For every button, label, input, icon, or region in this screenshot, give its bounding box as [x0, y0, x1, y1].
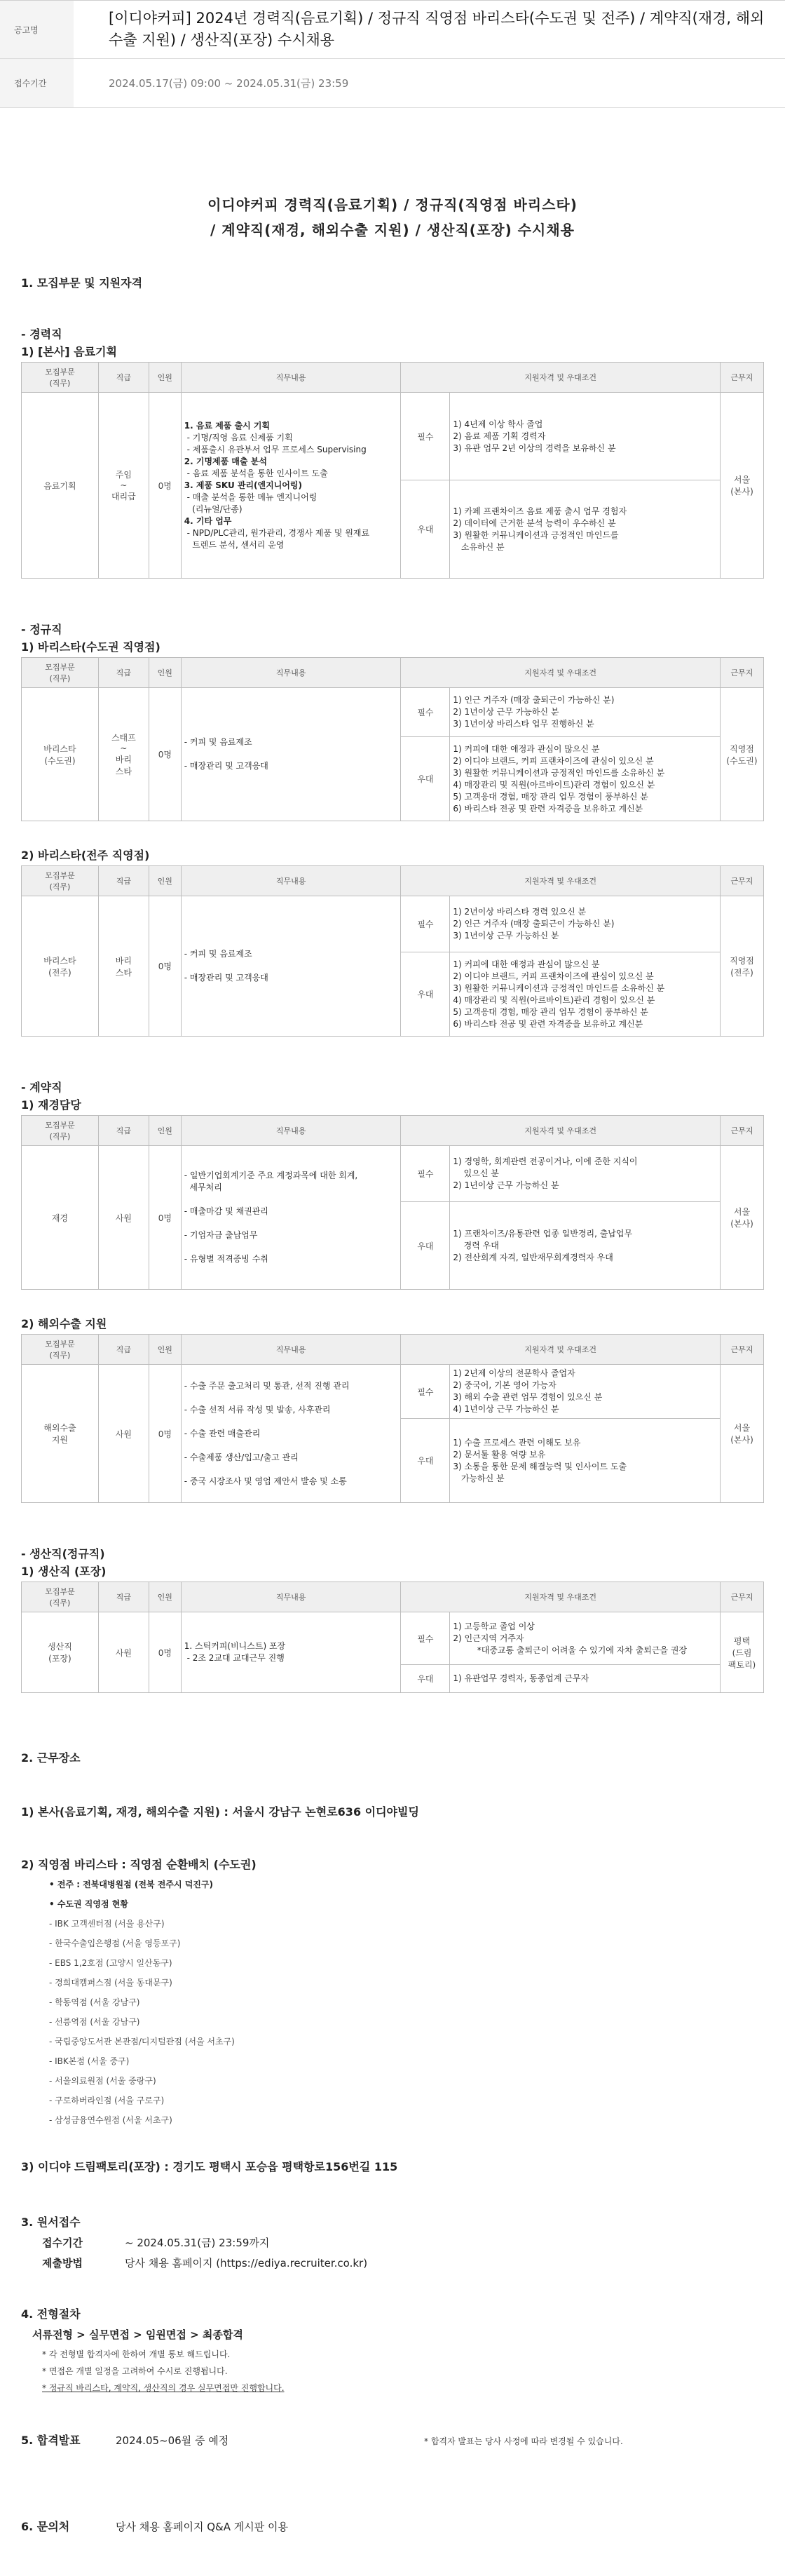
- duty-line: [184, 1218, 398, 1229]
- preferred-item: 2) 문서툴 활용 역량 보유: [453, 1449, 546, 1459]
- duty-line: - 수출 주문 출고처리 및 통관, 선적 진행 관리: [184, 1380, 350, 1391]
- location-barista: 2) 직영점 바리스타 : 직영점 순환배치 (수도권): [21, 1858, 257, 1871]
- section-result-title: 5. 합격발표: [21, 2434, 81, 2447]
- job-count: 0명: [149, 688, 181, 821]
- job-heading: 1) 바리스타(수도권 직영점): [21, 640, 161, 654]
- store-item: - IBK본점 (서울 중구): [49, 2056, 130, 2066]
- required-item: 2) 인근 거주자 (매장 출퇴근이 가능하신 분): [453, 919, 615, 929]
- duty-line: - 커피 및 음료제조: [184, 737, 252, 747]
- job-rank: 사원: [98, 1612, 149, 1693]
- duty-line: 1. 스틱커피(비니스트) 포장: [184, 1641, 286, 1651]
- job-heading: 2) 해외수출 지원: [21, 1317, 107, 1330]
- job-duties: [181, 1146, 401, 1290]
- duty-line: [184, 1416, 398, 1428]
- job-location: 서울 (본사): [720, 393, 763, 579]
- preferred-label: 우대: [401, 952, 450, 1037]
- required-list: [450, 1612, 721, 1665]
- duty-line: [184, 1440, 398, 1452]
- process-note: * 정규직 바리스타, 계약직, 생산직의 경우 실무면접만 진행합니다.: [42, 2383, 285, 2393]
- store-item: - 서울의료원점 (서울 중랑구): [49, 2076, 156, 2086]
- group-label: - 생산직(정규직): [21, 1547, 105, 1560]
- store-jeonju: • 전주 : 전북대병원점 (전북 전주시 덕진구): [49, 1880, 213, 1889]
- preferred-item: 3) 원활한 커뮤니케이션과 긍정적인 마인드를 소유하신 분: [453, 767, 665, 778]
- required-item: 2) 음료 제품 기획 경력자: [453, 431, 546, 441]
- duty-line: [184, 1194, 398, 1206]
- store-item: - 경희대캠퍼스점 (서울 동대문구): [49, 1978, 172, 1988]
- store-item: - 삼성금융연수원점 (서울 서초구): [49, 2115, 172, 2125]
- preferred-item: 2) 전산회계 자격, 일반재무회계경력자 우대: [453, 1252, 613, 1262]
- table-header: 지원자격 및 우대조건: [401, 866, 721, 896]
- metro-stores: [49, 1914, 764, 2130]
- duty-line: - 제품출시 유관부서 업무 프로세스 Supervising: [184, 444, 367, 454]
- table-header: 직무내용: [181, 363, 401, 393]
- table-header: 근무지: [721, 1582, 764, 1612]
- required-item: 1) 2년이상 바리스타 경력 있으신 분: [453, 907, 587, 917]
- job-table: [21, 362, 764, 579]
- preferred-item: 5) 고객응대 경험, 매장 관리 업무 경험이 풍부하신 분: [453, 791, 648, 802]
- main-title: [21, 192, 764, 243]
- job-role: 재경: [22, 1146, 99, 1290]
- group-label: - 정규직: [21, 623, 62, 636]
- duty-line: [184, 748, 398, 760]
- table-header: 직급: [98, 866, 149, 896]
- preferred-list: [450, 737, 721, 821]
- required-list: [450, 1365, 721, 1419]
- section-contact-title: 6. 문의처: [21, 2520, 70, 2533]
- job-duties: [181, 896, 401, 1037]
- table-header: 직무내용: [181, 1582, 401, 1612]
- table-header: 근무지: [721, 1116, 764, 1146]
- required-label: 필수: [401, 896, 450, 952]
- section-location-title: 2. 근무장소: [21, 1751, 81, 1765]
- process-note: * 면접은 개별 일정을 고려하여 수시로 진행됩니다.: [42, 2366, 228, 2376]
- posting-meta: [0, 0, 785, 108]
- required-label: 필수: [401, 393, 450, 480]
- preferred-item: 4) 매장관리 및 직원(아르바이트)관리 경험이 있으신 분: [453, 779, 655, 790]
- table-header: 지원자격 및 우대조건: [401, 1116, 721, 1146]
- duty-line: - 매장관리 및 고객응대: [184, 973, 268, 983]
- preferred-item: 2) 데이터에 근거한 분석 능력이 우수하신 분: [453, 518, 616, 528]
- duty-line: - 일반기업회계기준 주요 계정과목에 대한 회계, 세무처리: [184, 1171, 358, 1192]
- job-table: [21, 1115, 764, 1290]
- table-header: 직무내용: [181, 1335, 401, 1365]
- title-label: 공고명: [0, 1, 74, 58]
- result-note: * 합격자 발표는 당사 사정에 따라 변경될 수 있습니다.: [424, 2436, 623, 2446]
- preferred-item: 6) 바리스타 전공 및 관련 자격증을 보유하고 계신분: [453, 1018, 643, 1029]
- required-item: 2) 인근지역 거주자: [453, 1633, 524, 1643]
- store-list: [21, 1875, 764, 2130]
- section-apply-title: 3. 원서접수: [21, 2216, 81, 2229]
- table-header: 직무내용: [181, 866, 401, 896]
- table-header: 직급: [98, 1582, 149, 1612]
- required-list: [450, 688, 721, 737]
- preferred-label: 우대: [401, 1419, 450, 1503]
- required-list: [450, 1146, 721, 1202]
- table-header: 모집부문 (직무): [22, 658, 99, 688]
- table-header: 지원자격 및 우대조건: [401, 1582, 721, 1612]
- process-notes: [21, 2346, 764, 2396]
- required-label: 필수: [401, 1365, 450, 1419]
- job-heading: 2) 바리스타(전주 직영점): [21, 849, 150, 862]
- duty-line: - 수출 관련 매출관리: [184, 1428, 261, 1438]
- duty-line: - 매장관리 및 고객응대: [184, 761, 268, 771]
- process-note: * 각 전형별 합격자에 한하여 개별 통보 해드립니다.: [42, 2349, 231, 2359]
- process-flow: 서류전형 > 실무면접 > 임원면접 > 최종합격: [32, 2328, 243, 2341]
- table-header: 근무지: [721, 1335, 764, 1365]
- duty-line: - 커피 및 음료제조: [184, 949, 252, 959]
- job-role: 바리스타 (전주): [22, 896, 99, 1037]
- job-role: 음료기획: [22, 393, 99, 579]
- required-label: 필수: [401, 1146, 450, 1202]
- contact-value: 당사 채용 홈페이지 Q&A 게시판 이용: [116, 2521, 288, 2533]
- duty-line: - 수출제품 생산/입고/출고 관리: [184, 1452, 299, 1462]
- preferred-list: [450, 1202, 721, 1290]
- job-duties: [181, 688, 401, 821]
- duty-line: - 2조 2교대 교대근무 진행: [184, 1653, 285, 1663]
- table-header: 모집부문 (직무): [22, 866, 99, 896]
- table-header: 모집부문 (직무): [22, 1582, 99, 1612]
- duty-line: [184, 1464, 398, 1476]
- group-label: - 계약직: [21, 1081, 62, 1094]
- job-location: 서울 (본사): [721, 1365, 764, 1503]
- table-header: 모집부문 (직무): [22, 1335, 99, 1365]
- duty-line: - 매출 분석을 통한 메뉴 엔지니어링 (리뉴얼/단종): [186, 492, 318, 514]
- table-header: 근무지: [721, 866, 764, 896]
- job-heading: 1) 재경담당: [21, 1098, 81, 1112]
- required-item: 3) 해외 수출 관련 업무 경험이 있으신 분: [453, 1392, 603, 1402]
- preferred-label: 우대: [401, 480, 450, 579]
- required-item: 2) 1년이상 근무 가능하신 분: [453, 707, 559, 717]
- job-table: [21, 865, 764, 1037]
- job-role: 해외수출 지원: [22, 1365, 99, 1503]
- table-header: 인원: [149, 363, 181, 393]
- store-item: - 구로하버라인점 (서울 구로구): [49, 2096, 165, 2105]
- job-duties: [181, 1365, 401, 1503]
- preferred-item: 1) 카페 프랜차이즈 음료 제품 출시 업무 경험자: [453, 506, 627, 516]
- table-header: 근무지: [720, 363, 763, 393]
- duty-line: [184, 1241, 398, 1253]
- table-header: 인원: [149, 1335, 181, 1365]
- result-value: 2024.05~06월 중 예정: [116, 2434, 229, 2447]
- table-header: 모집부문 (직무): [22, 363, 99, 393]
- period-row: [0, 59, 785, 108]
- job-rank: 사원: [98, 1146, 149, 1290]
- preferred-item: 3) 원활한 커뮤니케이션과 긍정적인 마인드를 소유하신 분: [453, 983, 665, 993]
- section-recruit-title: 1. 모집부문 및 지원자격: [21, 276, 143, 290]
- table-header: 지원자격 및 우대조건: [401, 658, 721, 688]
- required-list: [450, 896, 721, 952]
- job-rank: 사원: [98, 1365, 149, 1503]
- store-item: - 학동역점 (서울 강남구): [49, 1997, 140, 2007]
- job-duties: [181, 1612, 401, 1693]
- store-item: - 선릉역점 (서울 강남구): [49, 2017, 140, 2027]
- preferred-list: [450, 480, 721, 579]
- duty-line: 3. 제품 SKU 관리(엔지니어링): [184, 480, 302, 490]
- main-title-line: / 계약직(재경, 해외수출 지원) / 생산직(포장) 수시채용: [210, 222, 575, 238]
- required-item: 2) 중국어, 기본 영어 가능자: [453, 1380, 557, 1390]
- preferred-item: 4) 매장관리 및 직원(아르바이트)관리 경험이 있으신 분: [453, 994, 655, 1005]
- duty-line: [184, 1392, 398, 1404]
- duty-line: 2. 기명제품 매출 분석: [184, 456, 267, 466]
- posting-title: [이디야커피] 2024년 경력직(음료기획) / 정규직 직영점 바리스타(수도권 및 전주) / 계약직(재경, 해외수출 지원) / 생산직(포장) 수시채용: [109, 10, 765, 48]
- job-count: 0명: [149, 1146, 181, 1290]
- job-rank: 주임 ~ 대리급: [98, 393, 149, 579]
- job-location: 평택 (드림 팩토리): [721, 1612, 764, 1693]
- store-item: - 국립중앙도서관 본관점/디지털관점 (서울 서초구): [49, 2037, 235, 2046]
- required-list: [450, 393, 721, 480]
- table-header: 인원: [149, 658, 181, 688]
- required-item: 3) 유관 업무 2년 이상의 경력을 보유하신 분: [453, 443, 616, 453]
- table-header: 직급: [98, 1335, 149, 1365]
- required-item: 2) 1년이상 근무 가능하신 분: [453, 1180, 559, 1190]
- store-item: - 한국수출입은행점 (서울 영등포구): [49, 1938, 181, 1948]
- table-header: 직급: [98, 658, 149, 688]
- preferred-item: 1) 수출 프로세스 관련 이해도 보유: [453, 1437, 581, 1448]
- job-location: 서울 (본사): [721, 1146, 764, 1290]
- job-table: [21, 657, 764, 821]
- recruit-group: [21, 1079, 764, 1503]
- preferred-item: 5) 고객응대 경험, 매장 관리 업무 경험이 풍부하신 분: [453, 1006, 648, 1017]
- required-item: 1) 4년제 이상 학사 졸업: [453, 419, 543, 429]
- required-item: 1) 고등학교 졸업 이상: [453, 1621, 535, 1631]
- apply-period-row: [21, 2235, 764, 2250]
- duty-line: [184, 960, 398, 972]
- job-table: [21, 1582, 764, 1693]
- table-header: 직무내용: [181, 658, 401, 688]
- apply-method-row: [21, 2255, 764, 2270]
- required-item: 3) 1년이상 근무 가능하신 분: [453, 931, 559, 940]
- required-label: 필수: [401, 688, 450, 737]
- table-header: 지원자격 및 우대조건: [401, 363, 721, 393]
- job-rank: 스태프 ~ 바리 스타: [98, 688, 149, 821]
- duty-line: - 중국 시장조사 및 영업 제안서 발송 및 소통: [184, 1476, 347, 1486]
- recruit-group: [21, 1545, 764, 1693]
- posting-body: [0, 108, 785, 2576]
- required-item: *대중교통 출퇴근이 어려울 수 있기에 자차 출퇴근을 권장: [453, 1645, 688, 1655]
- recruit-group: [21, 621, 764, 1037]
- group-label: - 경력직: [21, 328, 62, 341]
- table-header: 인원: [149, 1582, 181, 1612]
- table-header: 인원: [149, 866, 181, 896]
- job-count: 0명: [149, 896, 181, 1037]
- required-item: 1) 인근 거주자 (매장 출퇴근이 가능하신 분): [453, 695, 615, 705]
- duty-line: 4. 기타 업무: [184, 515, 232, 526]
- result-row: [21, 2432, 764, 2448]
- apply-method-value: 당사 채용 홈페이지 (https://ediya.recruiter.co.kr): [125, 2257, 368, 2270]
- job-table: [21, 1334, 764, 1503]
- required-item: 1) 경영학, 회계관련 전공이거나, 이에 준한 지식이 있으신 분: [453, 1156, 638, 1178]
- preferred-item: 2) 이디야 브랜드, 커피 프랜차이즈에 관심이 있으신 분: [453, 755, 654, 766]
- location-factory: 3) 이디야 드림팩토리(포장) : 경기도 평택시 포승읍 평택항로156번길 115: [21, 2160, 398, 2173]
- table-header: 직무내용: [181, 1116, 401, 1146]
- duty-line: - 기업자금 출납업무: [184, 1230, 258, 1240]
- store-item: - IBK 고객센터점 (서울 용산구): [49, 1919, 165, 1929]
- duty-line: 1. 음료 제품 출시 기획: [184, 420, 271, 431]
- apply-period-value: ~ 2024.05.31(금) 23:59까지: [125, 2237, 270, 2249]
- job-rank: 바리 스타: [98, 896, 149, 1037]
- required-item: 3) 1년이상 바리스타 업무 진행하신 분: [453, 719, 594, 729]
- job-role: 생산직 (포장): [22, 1612, 99, 1693]
- job-duties: [181, 393, 401, 579]
- preferred-label: 우대: [401, 1665, 450, 1693]
- duty-line: - 음료 제품 분석을 통한 인사이트 도출: [184, 468, 328, 478]
- table-header: 인원: [149, 1116, 181, 1146]
- table-header: 모집부문 (직무): [22, 1116, 99, 1146]
- contact-row: [21, 2518, 764, 2534]
- recruit-group: [21, 325, 764, 579]
- job-count: 0명: [149, 393, 181, 579]
- job-heading: 1) 생산직 (포장): [21, 1565, 107, 1578]
- job-count: 0명: [149, 1612, 181, 1693]
- job-count: 0명: [149, 1365, 181, 1503]
- title-row: [0, 1, 785, 59]
- table-header: 직급: [98, 1116, 149, 1146]
- required-item: 4) 1년이상 근무 가능하신 분: [453, 1404, 559, 1414]
- table-header: 지원자격 및 우대조건: [401, 1335, 721, 1365]
- duty-line: - 기명/직영 음료 신제품 기획: [184, 432, 293, 443]
- duty-line: - 유형별 적격증빙 수취: [184, 1254, 268, 1264]
- duty-line: - NPD/PLC관리, 원가관리, 경쟁사 제품 및 원재료 트렌드 분석, 센서리 운영: [186, 527, 370, 550]
- preferred-item: 1) 유관업무 경력자, 동종업계 근무자: [453, 1673, 589, 1683]
- period-label: 접수기간: [0, 59, 74, 107]
- table-header: 직급: [98, 363, 149, 393]
- store-item: - EBS 1,2호점 (고양시 일산동구): [49, 1958, 172, 1968]
- preferred-item: 2) 이디야 브랜드, 커피 프랜차이즈에 관심이 있으신 분: [453, 971, 654, 981]
- preferred-list: [450, 952, 721, 1037]
- preferred-item: 3) 원활한 커뮤니케이션과 긍정적인 마인드를 소유하신 분: [453, 530, 619, 552]
- apply-period-label: 접수기간: [42, 2237, 83, 2249]
- preferred-item: 1) 프랜차이즈/유통관련 업종 일반경리, 출납업무 경력 우대: [453, 1228, 633, 1250]
- section-process-title: 4. 전형절차: [21, 2307, 81, 2321]
- job-role: 바리스타 (수도권): [22, 688, 99, 821]
- job-location: 직영점 (전주): [721, 896, 764, 1037]
- duty-line: - 수출 선적 서류 작성 및 발송, 사후관리: [184, 1404, 331, 1415]
- preferred-item: 6) 바리스타 전공 및 관련 자격증을 보유하고 계신분: [453, 803, 643, 814]
- job-heading: 1) [본사] 음료기획: [21, 345, 117, 358]
- required-label: 필수: [401, 1612, 450, 1665]
- store-metro-heading: • 수도권 직영점 현황: [49, 1899, 128, 1909]
- required-item: 1) 2년제 이상의 전문학사 졸업자: [453, 1368, 575, 1378]
- recruit-groups: [21, 325, 764, 1693]
- posting-period: 2024.05.17(금) 09:00 ~ 2024.05.31(금) 23:59: [109, 77, 349, 90]
- preferred-label: 우대: [401, 737, 450, 821]
- apply-method-label: 제출방법: [42, 2257, 83, 2270]
- preferred-item: 3) 소통을 통한 문제 해결능력 및 인사이트 도출 가능하신 분: [453, 1461, 627, 1483]
- preferred-label: 우대: [401, 1202, 450, 1290]
- duty-line: - 매출마감 및 채권관리: [184, 1206, 268, 1216]
- location-hq: 1) 본사(음료기획, 재경, 해외수출 지원) : 서울시 강남구 논현로636 이디야빌딩: [21, 1805, 419, 1819]
- preferred-list: [450, 1665, 721, 1693]
- preferred-item: 1) 커피에 대한 애정과 관심이 많으신 분: [453, 959, 600, 969]
- main-title-line: 이디야커피 경력직(음료기획) / 정규직(직영점 바리스타): [207, 196, 578, 213]
- preferred-list: [450, 1419, 721, 1503]
- table-header: 근무지: [721, 658, 764, 688]
- job-location: 직영점 (수도권): [721, 688, 764, 821]
- preferred-item: 1) 커피에 대한 애정과 관심이 많으신 분: [453, 743, 600, 754]
